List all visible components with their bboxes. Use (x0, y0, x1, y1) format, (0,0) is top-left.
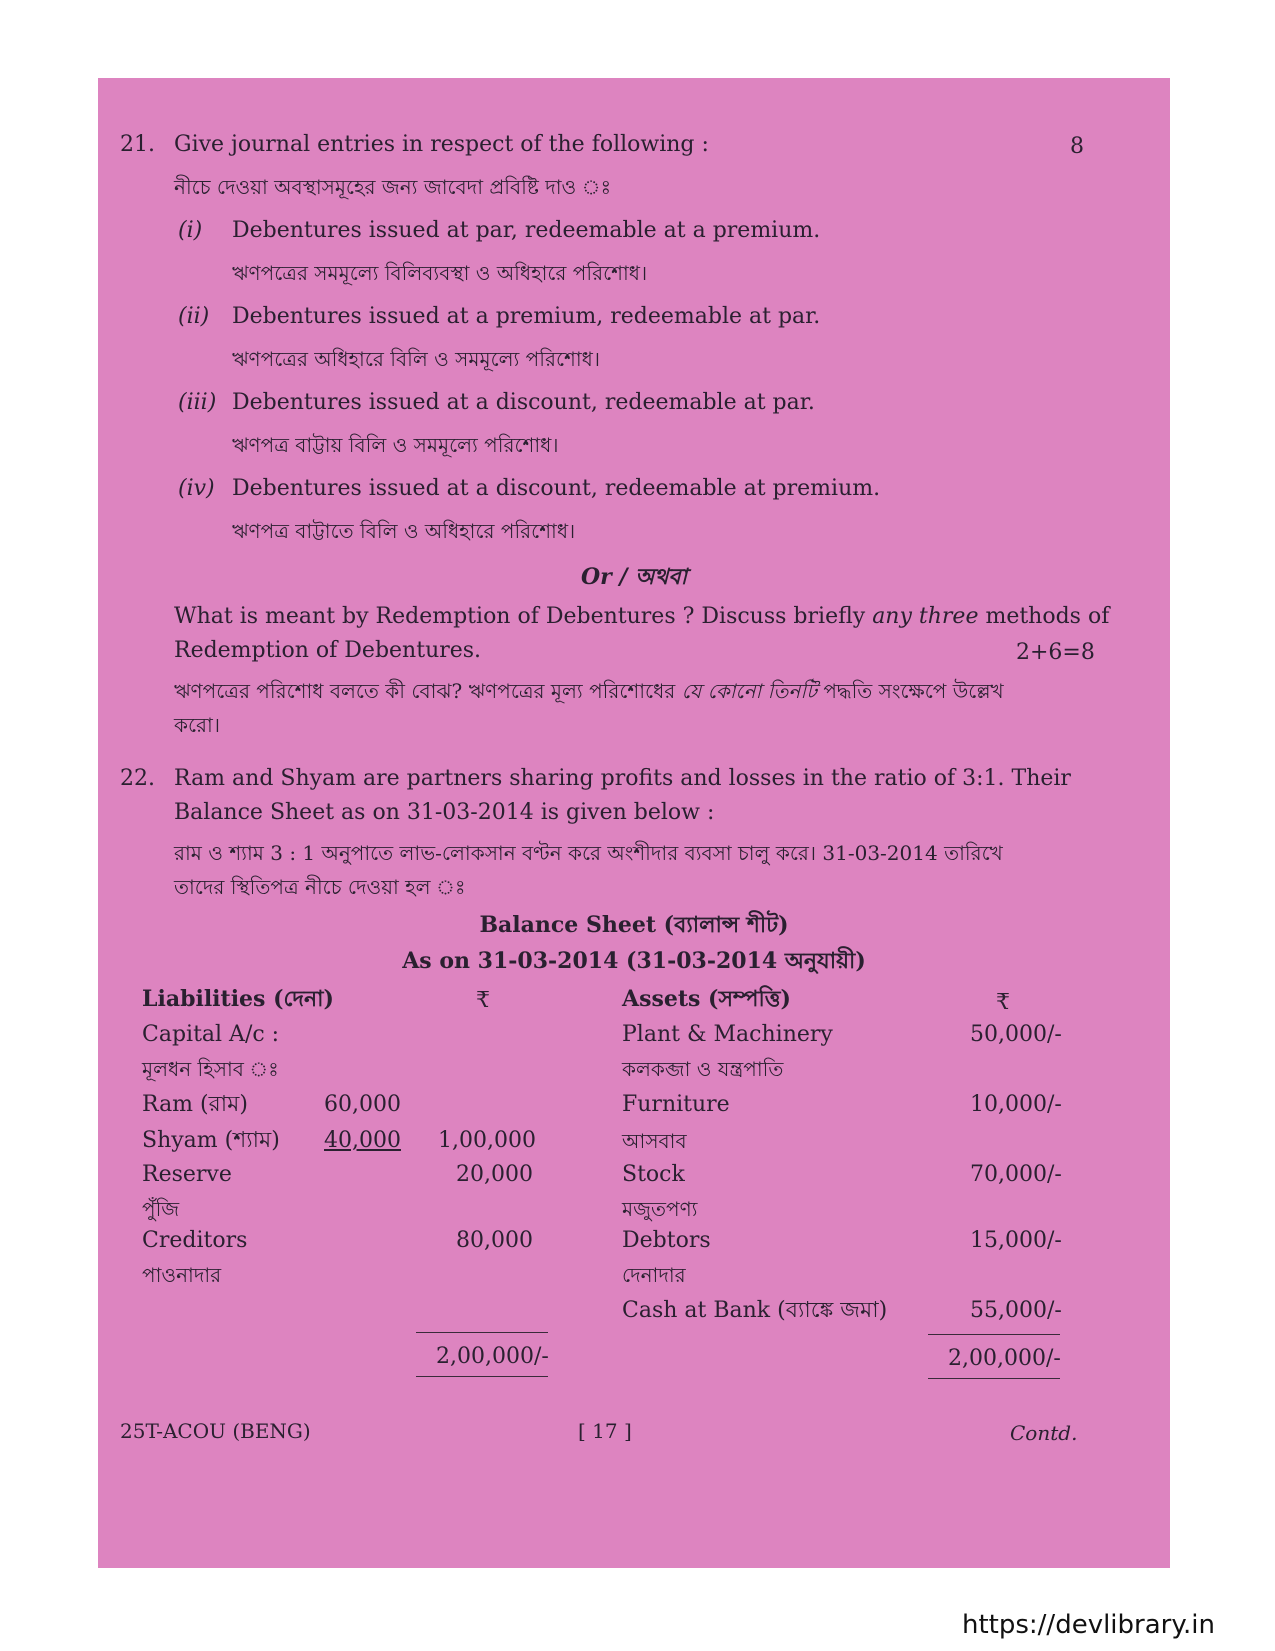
q22-line1: Ram and Shyam are partners sharing profits and losses in the ratio of 3:1. Their (174, 766, 1071, 791)
reserve-label: Reserve (142, 1162, 232, 1187)
liabilities-total: 2,00,000/- (436, 1344, 549, 1369)
asset-amount: 55,000/- (970, 1298, 1062, 1323)
q21-item-text: Debentures issued at a discount, redeemable at par. (232, 390, 815, 415)
q22-bn1: রাম ও শ্যাম 3 : 1 অনুপাতে লাভ-লোকসান বণ্টন করে অংশীদার ব্যবসা চালু করে। 31-03-2014 তারিখে (174, 841, 1003, 865)
q21-item-label: (iii) (178, 390, 217, 415)
ram-label: Ram (রাম) (142, 1092, 248, 1117)
capital-total: 1,00,000 (438, 1128, 536, 1153)
q21-marks: 8 (1070, 134, 1084, 159)
creditors-label-bn: পাওনাদার (142, 1263, 222, 1287)
alt-question-line2: Redemption of Debentures. (174, 638, 482, 663)
q21-item-label: (ii) (178, 304, 210, 329)
shyam-amount: 40,000 (324, 1128, 401, 1153)
assets-total-rule-bottom (928, 1378, 1060, 1379)
balance-sheet-title: Balance Sheet (ব্যালান্স শীট) (479, 912, 789, 938)
paper-code: 25T-ACOU (BENG) (120, 1419, 311, 1443)
balance-sheet-date: As on 31-03-2014 (31-03-2014 অনুযায়ী) (402, 948, 866, 974)
alt-question-bn: ঋণপত্রের পরিশোধ বলতে কী বোঝ? ঋণপত্রের মূল্য পরিশোধের যে কোনো তিনটি পদ্ধতি সংক্ষেপে উল্লেখ (174, 679, 1004, 703)
q21-item-text: Debentures issued at a discount, redeemable at premium. (232, 476, 881, 501)
asset-label-bn: কলকব্জা ও যন্ত্রপাতি (622, 1057, 784, 1081)
assets-header: Assets (সম্পত্তি) (622, 986, 791, 1012)
assets-total-rule-top (928, 1334, 1060, 1335)
creditors-label: Creditors (142, 1228, 248, 1253)
asset-label: Plant & Machinery (622, 1022, 833, 1047)
q21-item-bn: ঋণপত্র বাট্টাতে বিলি ও অধিহারে পরিশোধ। (232, 519, 576, 543)
q22-line2: Balance Sheet as on 31-03-2014 is given below : (174, 800, 715, 825)
alt-question-line1: What is meant by Redemption of Debentures ? Discuss briefly any three methods of (174, 604, 1110, 629)
liabilities-total-rule-bottom (416, 1376, 548, 1377)
q21-title-bn: নীচে দেওয়া অবস্থাসমূহের জন্য জাবেদা প্রবিষ্টি দাও ঃ (174, 175, 612, 199)
asset-amount: 50,000/- (970, 1022, 1062, 1047)
assets-total: 2,00,000/- (948, 1346, 1061, 1371)
liabilities-header: Liabilities (দেনা) (142, 986, 334, 1012)
or-divider: Or / অথবা (580, 564, 688, 590)
alt-question-bn-line2: করো। (174, 713, 220, 737)
liabilities-total-rule-top (416, 1332, 548, 1333)
alt-question-marks: 2+6=8 (1016, 640, 1095, 665)
contd-label: Contd. (1010, 1421, 1078, 1445)
q22-number: 22. (120, 766, 155, 791)
capital-label-bn: মূলধন হিসাব ঃ (142, 1057, 279, 1081)
asset-label: Furniture (622, 1092, 730, 1117)
q21-item-text: Debentures issued at par, redeemable at a premium. (232, 218, 821, 243)
liabilities-currency: ₹ (476, 988, 490, 1013)
creditors-amount: 80,000 (456, 1228, 533, 1253)
ram-amount: 60,000 (324, 1092, 401, 1117)
asset-label-bn: আসবাব (622, 1129, 687, 1153)
asset-label-bn: দেনাদার (622, 1263, 686, 1287)
q21-item-bn: ঋণপত্র বাট্টায় বিলি ও সমমূল্যে পরিশোধ। (232, 433, 559, 457)
exam-page (98, 78, 1170, 1568)
q21-title: Give journal entries in respect of the following : (174, 132, 709, 157)
q22-bn2: তাদের স্থিতিপত্র নীচে দেওয়া হল ঃ (174, 875, 466, 899)
capital-label: Capital A/c : (142, 1022, 280, 1047)
reserve-amount: 20,000 (456, 1162, 533, 1187)
asset-label: Cash at Bank (ব্যাঙ্কে জমা) (622, 1298, 888, 1323)
assets-currency: ₹ (996, 990, 1010, 1015)
page-number: [ 17 ] (578, 1419, 632, 1443)
q21-item-label: (i) (178, 218, 203, 243)
asset-amount: 15,000/- (970, 1228, 1062, 1253)
asset-amount: 10,000/- (970, 1092, 1062, 1117)
asset-label: Stock (622, 1162, 685, 1187)
reserve-label-bn: পুঁজি (142, 1197, 180, 1221)
asset-label: Debtors (622, 1228, 711, 1253)
q21-item-label: (iv) (178, 476, 215, 501)
q21-item-text: Debentures issued at a premium, redeemable at par. (232, 304, 821, 329)
watermark-url: https://devlibrary.in (962, 1610, 1215, 1640)
q21-item-bn: ঋণপত্রের অধিহারে বিলি ও সমমূল্যে পরিশোধ। (232, 347, 601, 371)
q21-number: 21. (120, 132, 155, 157)
asset-label-bn: মজুতপণ্য (622, 1197, 698, 1221)
asset-amount: 70,000/- (970, 1162, 1062, 1187)
shyam-label: Shyam (শ্যাম) (142, 1128, 280, 1153)
q21-item-bn: ঋণপত্রের সমমূল্যে বিলিব্যবস্থা ও অধিহারে পরিশোধ। (232, 261, 648, 285)
